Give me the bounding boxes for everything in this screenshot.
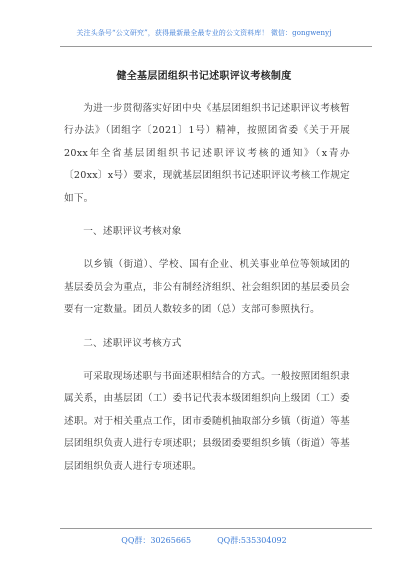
section-heading-methods: 二、述职评议考核方式 — [83, 337, 182, 349]
targets-paragraph: 以乡镇（街道）、学校、国有企业、机关事业单位等领域团的基层委员会为重点，非公有制经济组织、社会组织团的基层委员会要有一定数量。团员人数较多的团（总）支部可参照执行。 — [64, 259, 350, 316]
document-body — [64, 98, 350, 478]
document-title: 健全基层团组织书记述职评议考核制度 — [116, 71, 292, 82]
footer — [0, 535, 408, 546]
intro-paragraph: 为进一步贯彻落实好团中央《基层团组织书记述职评议考核暂行办法》（团组字〔2021〕1号）精神，按照团省委《关于开展20xx年全省基层团组织书记述职评议考核的通知》（x青办〔20xx〕x号）要求，现就基层团组织书记述职评议考核工作规定如下。 — [64, 103, 350, 204]
methods-paragraph: 可采取现场述职与书面述职相结合的方式。一般按照团组织隶属关系，由基层团（工）委书记代表本级团组织向上级团（工）委述职。对于相关重点工作，团市委随机抽取部分乡镇（街道）等基层团组织负责人进行专项述职；县级团委要组织乡镇（街道）等基层团组织负责人进行专项述职。 — [64, 371, 350, 472]
header-divider — [60, 46, 372, 47]
footer-qq-group-2: QQ群:535304092 — [217, 536, 287, 545]
footer-divider — [60, 528, 372, 529]
header-banner: 关注头条号“公文研究”，获得最新最全最专业的公文资料库！ 微信：gongwenyj — [76, 29, 332, 37]
footer-qq-group-1: QQ群：30265665 — [121, 536, 192, 545]
section-heading-targets: 一、述职评议考核对象 — [83, 226, 182, 238]
